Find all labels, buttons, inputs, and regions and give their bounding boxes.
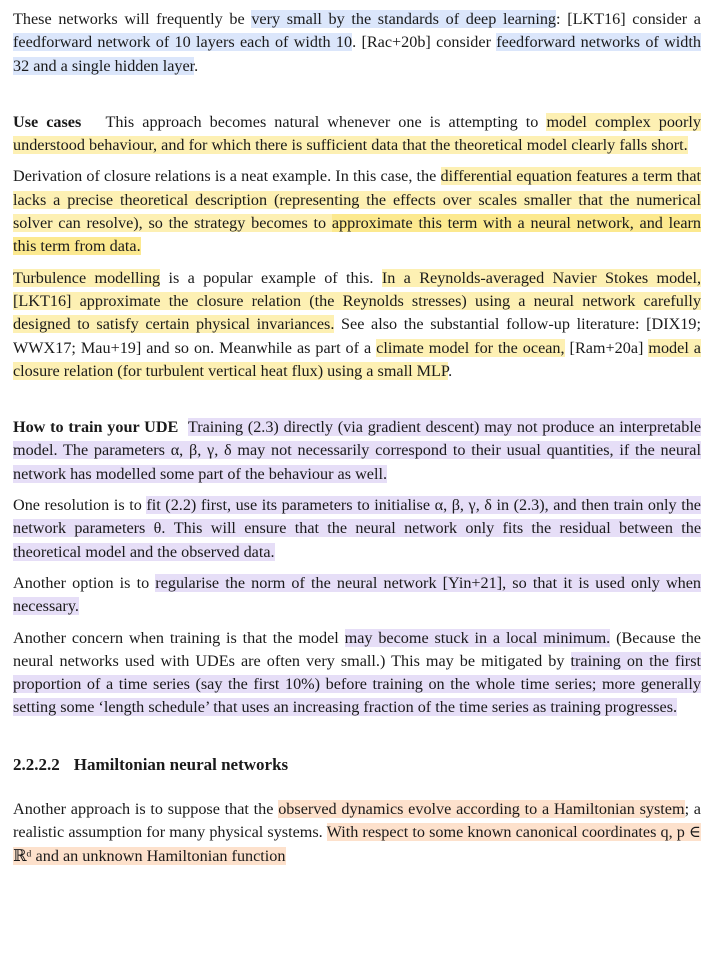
highlight: Training (2.3) directly (via gradient descent) may not produce an interpretable model. The parameters α, β, γ, δ may not necessarily correspond to their usual quantities, if the neural network has modelled some part of the behaviour as well. (13, 418, 701, 483)
text: These networks will frequently be (13, 10, 252, 28)
text: [Ram+20a] (564, 338, 649, 357)
paragraph-use-cases (13, 111, 701, 158)
text: is a popular example of this. (160, 268, 382, 287)
paragraph-turbulence (13, 267, 701, 383)
paragraph-how-to-train (13, 416, 701, 486)
text: Another option is to (13, 573, 156, 592)
paragraph-heading: Use cases (13, 112, 82, 131)
text: Another concern when training is that the model (13, 628, 345, 647)
highlight: approximate this term with a neural network, and learn this term from data. (13, 214, 701, 256)
text: Another approach is to suppose that the (13, 800, 279, 819)
text: . (194, 56, 199, 75)
highlight: With respect to some known canonical coordinates q, p ∈ ℝᵈ and an unknown Hamiltonian function (13, 823, 701, 865)
text: (Because the neural networks used with UDEs are often very small.) This may be mitigated by (13, 628, 701, 670)
highlight: very small by the standards of deep learning (251, 10, 557, 28)
paragraph-resolution (13, 494, 701, 564)
highlight: climate model for the ocean, (376, 338, 565, 357)
text: . (448, 361, 453, 380)
text: ; a realistic assumption for many physical systems. (13, 800, 701, 842)
text: One resolution is to (13, 496, 147, 515)
highlight: feedforward networks of width 32 and a single hidden layer (13, 33, 701, 75)
highlight: fit (2.2) first, use its parameters to initialise α, β, γ, δ in (2.3), and then train only the network parameters θ. This will ensure that the neural network only fits the residual between the theoretical model and the observed data. (13, 496, 701, 561)
highlight: training on the first proportion of a time series (say the first 10%) before training on the whole time series; more generally setting some ‘length schedule’ that uses an increasing fraction of the time series as training progresses. (13, 651, 701, 717)
text: Derivation of closure relations is a neat example. In this case, the (13, 167, 441, 186)
section-title: Hamiltonian neural networks (73, 754, 289, 774)
section-heading (13, 753, 701, 776)
highlight: Turbulence modelling (13, 268, 161, 287)
highlight: regularise the norm of the neural network [Yin+21], so that it is used only when necessary. (13, 573, 702, 616)
text: See also the substantial follow-up literature: [DIX19; WWX17; Mau+19] and so on. Meanwhile as part of a (13, 315, 701, 357)
paragraph-closure-relations (13, 165, 701, 258)
paragraph-hamiltonian (13, 798, 701, 868)
paper-page (13, 8, 701, 868)
highlight: differential equation features a term that lacks a precise theoretical description (representing the effects over scales smaller that the numerical solver can resolve), so the strategy becomes to (13, 167, 702, 233)
section-number: 2.2.2.2 (13, 754, 60, 774)
text: . [Rac+20b] consider (352, 33, 497, 52)
text: : [LKT16] consider a (556, 10, 701, 28)
paragraph-regularise (13, 572, 701, 619)
highlight: may become stuck in a local minimum. (344, 628, 611, 647)
highlight: observed dynamics evolve according to a Hamiltonian system (278, 800, 685, 819)
highlight: feedforward network of 10 layers each of width 10 (13, 33, 353, 52)
highlight: In a Reynolds-averaged Navier Stokes model, [LKT16] approximate the closure relation (the Reynolds stresses) using a neural network carefully designed to satisfy certain physical invariances. (13, 268, 701, 334)
highlight: model complex poorly understood behaviour, and for which there is sufficient data that the theoretical model clearly falls short. (13, 112, 701, 155)
paragraph-network-size (13, 8, 701, 78)
text: This approach becomes natural whenever one is attempting to (105, 112, 547, 131)
highlight: model a closure relation (for turbulent vertical heat flux) using a small MLP (13, 338, 701, 380)
paragraph-heading: How to train your UDE (13, 418, 179, 437)
paragraph-local-minimum (13, 627, 701, 720)
